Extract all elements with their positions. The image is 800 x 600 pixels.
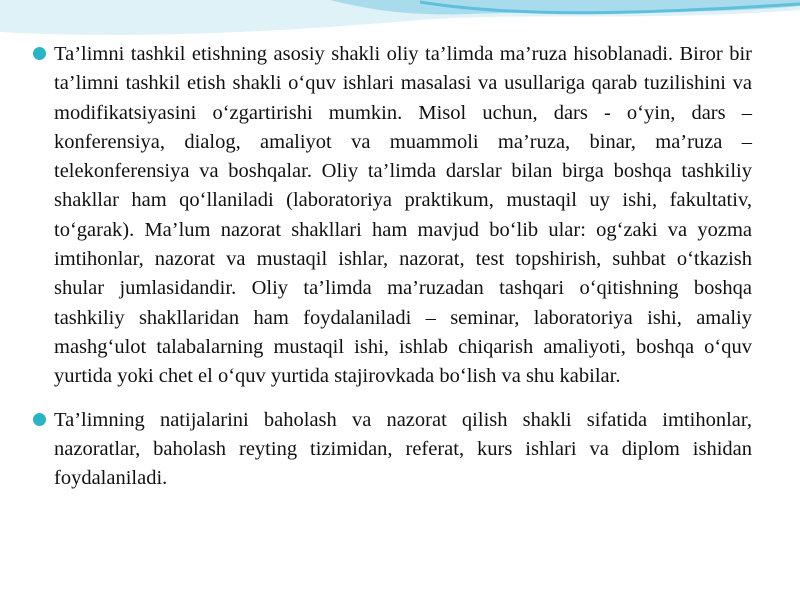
bullet-dot-icon xyxy=(33,47,46,60)
slide-body xyxy=(32,40,752,507)
bullet-paragraph-1 xyxy=(32,40,752,392)
bullet-text-1: Ta’limni tashkil etishning asosiy shakli oliy ta’limda ma’ruza hisoblanadi. Biror bir ta’limni tashkil etish shakli o‘quv ishlari masalasi va usullariga qarab tuzilishini va modifikatsiyasini o‘zgartirishi mumkin. Misol uchun, dars - o‘yin, dars – konferensiya, dialog, amaliyot va muammoli ma’ruza, binar, ma’ruza – telekonferensiya va boshqalar. Oliy ta’limda darslar bilan birga boshqa tashkiliy shakllar ham qo‘llaniladi (laboratoriya praktikum, mustaqil uy ishi, fakultativ, to‘garak). Ma’lum nazorat shakllari ham mavjud bo‘lib ular: og‘zaki va yozma imtihonlar, nazorat va mustaqil ishlar, nazorat, test topshirish, suhbat o‘tkazish shular jumlasidandir. Oliy ta’limda ma’ruzadan tashqari o‘qitishning boshqa tashkiliy shakllaridan ham foydalaniladi – seminar, laboratoriya ishi, amaliy mashg‘ulot talabalarning mustaqil ishi, ishlab chiqarish amaliyoti, boshqa o‘quv yurtida yoki chet el o‘quv yurtida stajirovkada bo‘lish va shu kabilar. xyxy=(54,43,752,388)
bullet-paragraph-2 xyxy=(32,406,752,494)
bullet-text-2: Ta’limning natijalarini baholash va nazorat qilish shakli sifatida imtihonlar, nazoratlar, baholash reyting tizimidan, referat, kurs ishlari va diplom ishidan foydalaniladi. xyxy=(54,408,752,490)
bullet-dot-icon xyxy=(33,413,46,426)
